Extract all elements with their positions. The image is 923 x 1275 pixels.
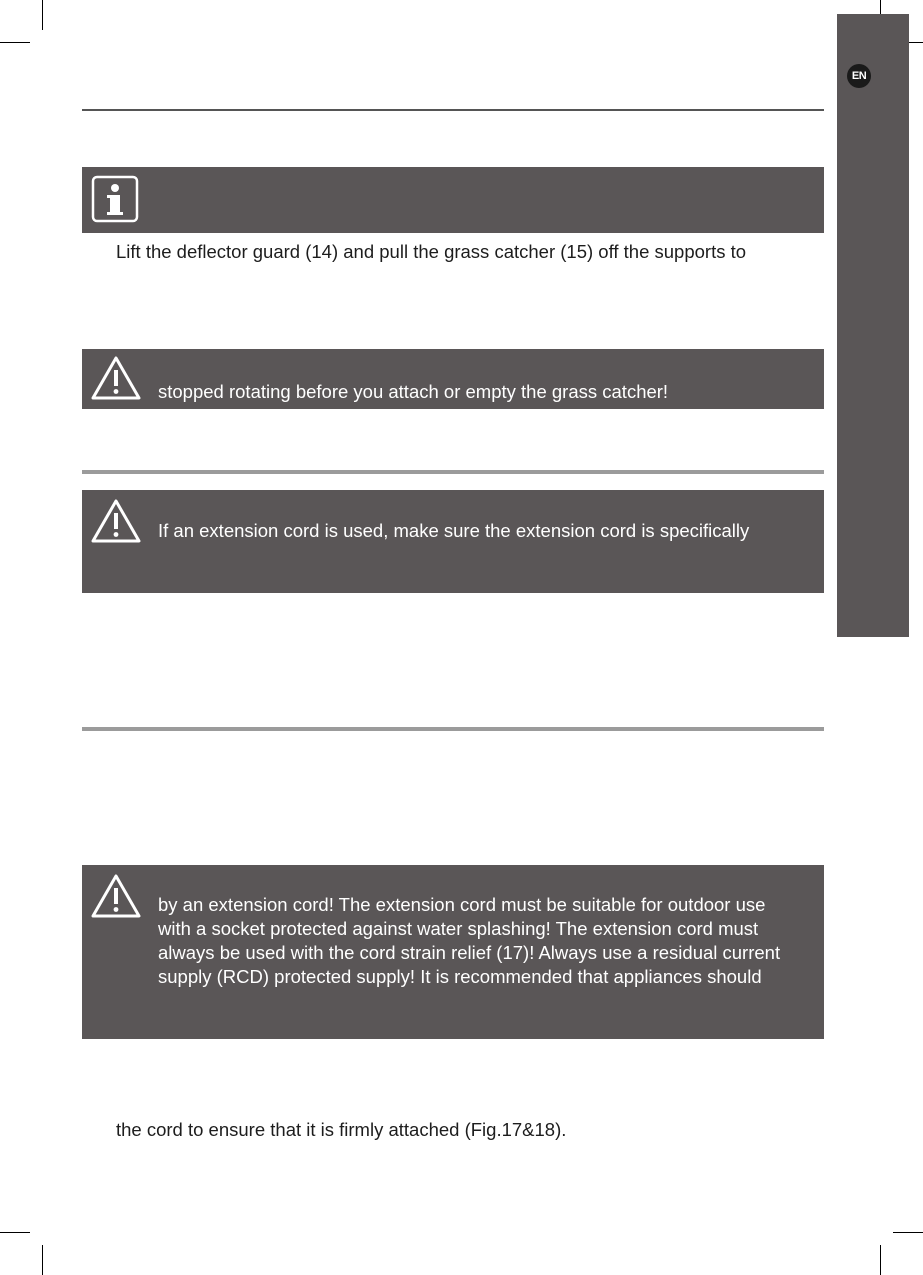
section-divider bbox=[82, 109, 824, 111]
warning-line: supply (RCD) protected supply! It is recommended that appliances should bbox=[158, 966, 762, 987]
info-box bbox=[82, 167, 824, 233]
warning-triangle-icon bbox=[90, 355, 142, 401]
crop-mark bbox=[893, 1232, 923, 1233]
crop-mark bbox=[42, 0, 43, 30]
info-icon bbox=[91, 175, 139, 223]
language-side-tab bbox=[837, 14, 909, 637]
warning-box bbox=[82, 349, 824, 409]
crop-mark bbox=[42, 1245, 43, 1275]
warning-box bbox=[82, 865, 824, 1039]
warning-text: stopped rotating before you attach or empty the grass catcher! bbox=[158, 381, 669, 402]
warning-triangle-icon bbox=[90, 498, 142, 544]
grass-catcher-instruction: Lift the deflector guard (14) and pull the grass catcher (15) off the supports to bbox=[116, 241, 747, 262]
warning-box bbox=[82, 490, 824, 593]
language-badge: EN bbox=[847, 64, 871, 88]
section-divider bbox=[82, 470, 824, 474]
section-divider bbox=[82, 727, 824, 731]
warning-line: always be used with the cord strain relief (17)! Always use a residual current bbox=[158, 942, 781, 963]
crop-mark bbox=[0, 42, 30, 43]
warning-text-block bbox=[158, 893, 816, 989]
crop-mark bbox=[0, 1232, 30, 1233]
warning-triangle-icon bbox=[90, 873, 142, 919]
warning-line: with a socket protected against water splashing! The extension cord must bbox=[158, 918, 759, 939]
cord-attach-instruction: the cord to ensure that it is firmly attached (Fig.17&18). bbox=[116, 1119, 567, 1140]
warning-line: by an extension cord! The extension cord must be suitable for outdoor use bbox=[158, 894, 766, 915]
warning-text: If an extension cord is used, make sure the extension cord is specifically bbox=[158, 520, 750, 541]
crop-mark bbox=[880, 1245, 881, 1275]
